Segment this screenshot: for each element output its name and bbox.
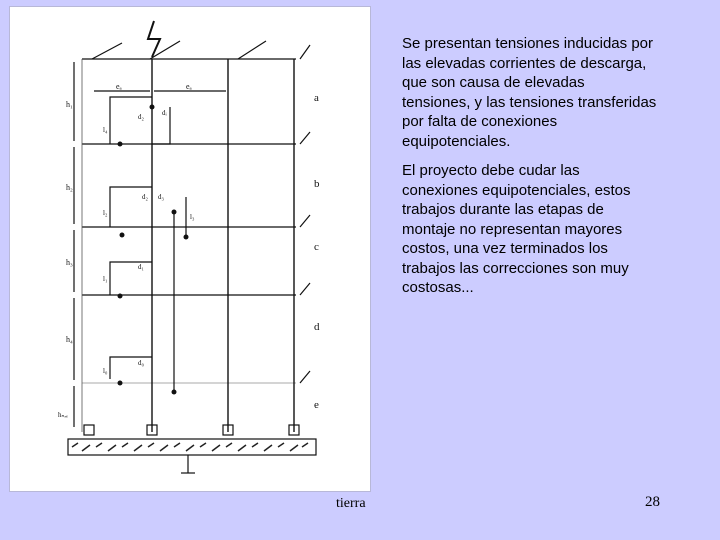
footer-label: tierra (336, 496, 366, 511)
distance-label-right: eₐ (186, 82, 192, 91)
height-label-h1: h₁ (66, 100, 73, 109)
paragraph-induced-voltages: Se presentan tensiones inducidas por las elevadas corrientes de descarga, que son causa de elevadas tensiones, y las tensiones transferidas por falta de conexiones equipotenciales. (402, 35, 657, 150)
loop-label-d0: d₀ (138, 359, 144, 367)
loop-label-l2: l₂ (103, 209, 108, 217)
height-label-h4: h₄ (66, 335, 73, 344)
height-label-h3: h₃ (66, 258, 73, 267)
floor-label-e: e (314, 399, 319, 411)
distance-label-left: eₐ (116, 82, 122, 91)
loop-label-l4: l₄ (103, 126, 108, 134)
page-number: 28 (645, 494, 660, 510)
loop-label-d3: d₃ (158, 193, 164, 201)
slide-body-text (402, 34, 657, 308)
loop-label-l3: l₃ (190, 213, 195, 221)
loop-label-d2-top: d₂ (138, 113, 144, 121)
loop-label-d1: d₁ (138, 263, 144, 271)
loop-label-l1: l₁ (103, 275, 108, 283)
height-label-h2: h₂ (66, 183, 73, 192)
floor-label-c: c (314, 241, 319, 253)
floor-label-d: d (314, 321, 320, 333)
lightning-diagram-figure (9, 6, 371, 492)
lightning-bolt-icon (148, 21, 160, 57)
loop-label-d2-mid: d₂ (142, 193, 148, 201)
paragraph-equipotential-connections: El proyecto debe cudar las conexiones equipotenciales, estos trabajos durante las etapas de montaje no representan mayores costos, una vez terminados los trabajos las correcciones son muy costosas... (402, 162, 631, 296)
loop-label-di: dᵢ (162, 109, 167, 117)
floor-label-b: b (314, 178, 320, 190)
loop-label-l0: l₀ (103, 367, 108, 375)
height-label-hne: hₙ,ₑ (58, 411, 68, 419)
building-lightning-schematic (10, 7, 370, 491)
floor-label-a: a (314, 92, 319, 104)
